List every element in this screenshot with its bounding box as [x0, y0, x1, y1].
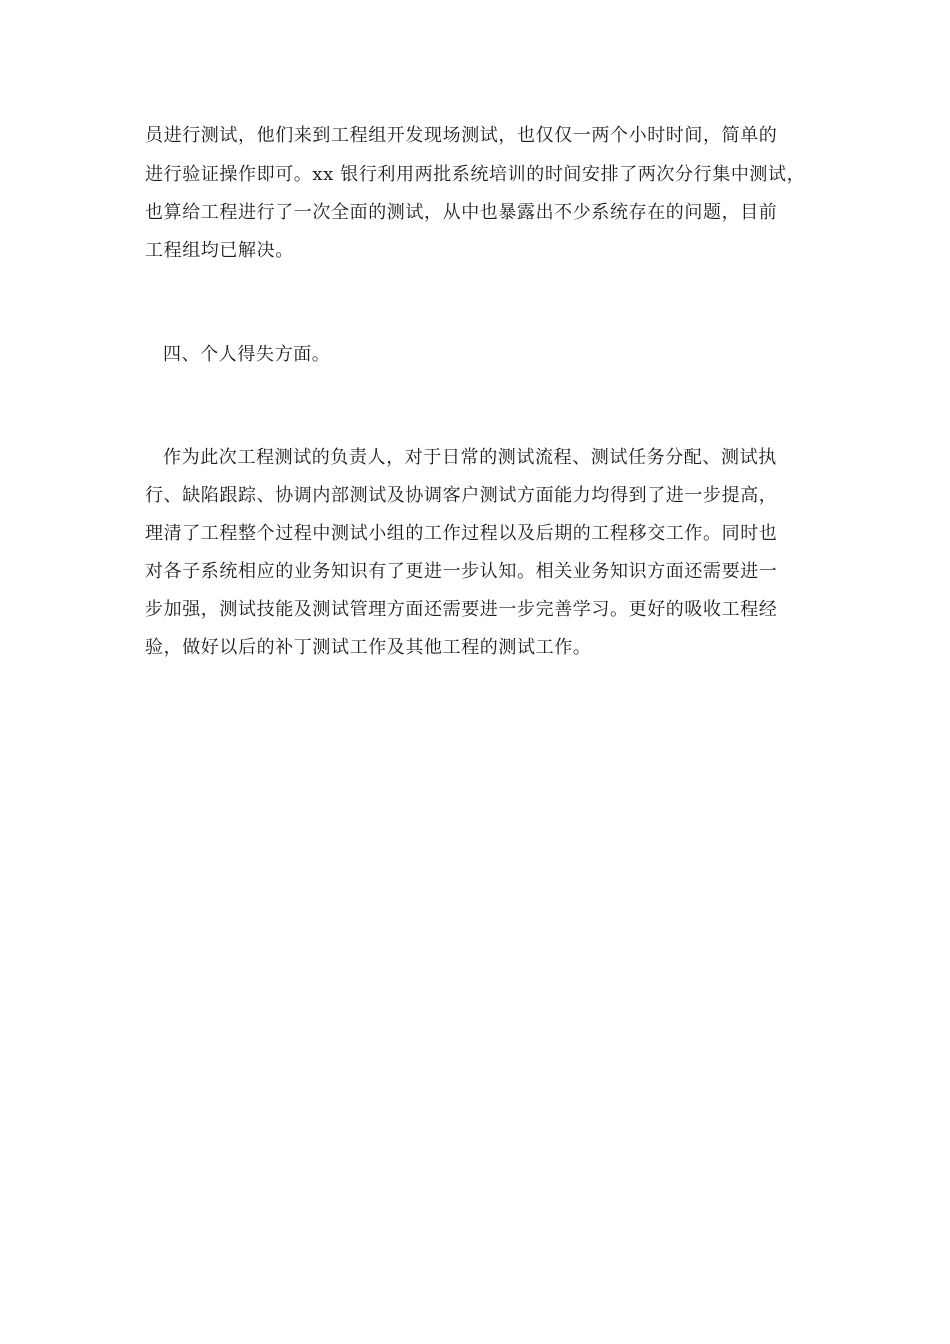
text-line: 进行验证操作即可。xx 银行利用两批系统培训的时间安排了两次分行集中测试， [145, 164, 806, 185]
text-line: 员进行测试，他们来到工程组开发现场测试，也仅仅一两个小时时间，简单的 [145, 125, 778, 146]
text-line: 作为此次工程测试的负责人，对于日常的测试流程、测试任务分配、测试执 [163, 447, 777, 468]
text-line: 验，做好以后的补丁测试工作及其他工程的测试工作。 [145, 637, 592, 658]
text-line: 对各子系统相应的业务知识有了更进一步认知。相关业务知识方面还需要进一 [145, 561, 778, 582]
text-line: 也算给工程进行了一次全面的测试，从中也暴露出不少系统存在的问题，目前 [145, 202, 778, 223]
text-line: 工程组均已解决。 [145, 240, 294, 261]
text-line: 步加强，测试技能及测试管理方面还需要进一步完善学习。更好的吸收工程经 [145, 599, 778, 620]
text-line: 理清了工程整个过程中测试小组的工作过程以及后期的工程移交工作。同时也 [145, 523, 778, 544]
text-line: 行、缺陷跟踪、协调内部测试及协调客户测试方面能力均得到了进一步提高， [145, 485, 778, 506]
section-heading: 四、个人得失方面。 [163, 344, 331, 365]
